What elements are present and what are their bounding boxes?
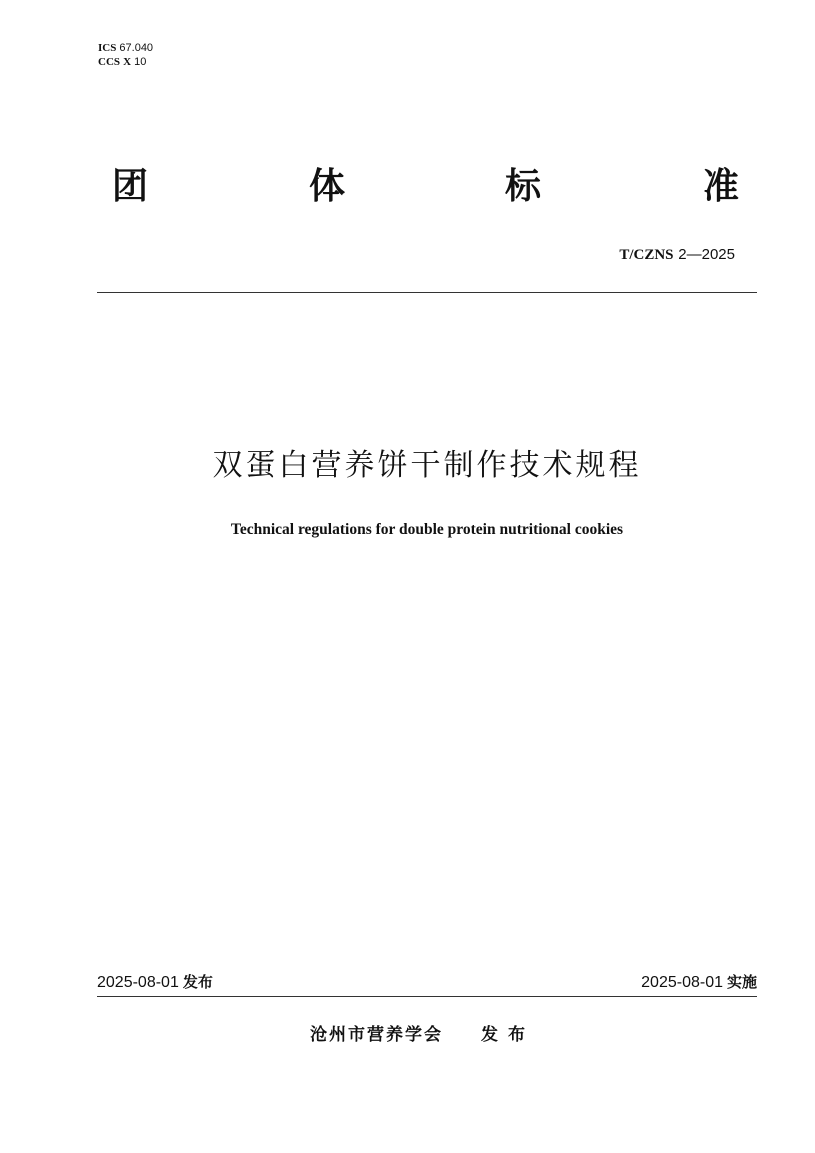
footer-divider	[97, 996, 757, 997]
publish-label: 发布	[182, 973, 213, 991]
ccs-line	[98, 55, 153, 69]
ccs-code: 10	[134, 56, 147, 68]
ics-label: ICS	[98, 42, 117, 54]
standard-code: 2—2025	[678, 246, 735, 263]
ics-code: 67.040	[119, 42, 154, 54]
heading-char-2: 体	[309, 166, 346, 207]
document-title-chinese: 双蛋白营养饼干制作技术规程	[212, 448, 642, 483]
header-divider	[97, 292, 757, 293]
heading-char-4: 准	[703, 166, 740, 207]
implement-date: 2025-08-01	[641, 974, 723, 991]
ics-line	[98, 41, 153, 55]
document-title-english: Technical regulations for double protein nutritional cookies	[230, 521, 624, 538]
heading-char-1: 团	[112, 166, 149, 207]
publisher-line	[310, 1023, 535, 1047]
classification-block	[98, 41, 153, 69]
ccs-letter: X	[123, 56, 132, 68]
standard-prefix: T/CZNS	[619, 247, 674, 263]
implement-label: 实施	[726, 973, 757, 991]
publisher-action: 发布	[481, 1025, 535, 1045]
heading-char-3: 标	[505, 166, 542, 207]
implement-date-line	[641, 972, 757, 993]
standard-number	[619, 244, 735, 265]
publish-date-line	[97, 972, 213, 993]
publish-date: 2025-08-01	[97, 974, 179, 991]
ccs-label: CCS	[98, 56, 121, 68]
publisher-organization: 沧州市营养学会	[310, 1025, 443, 1045]
